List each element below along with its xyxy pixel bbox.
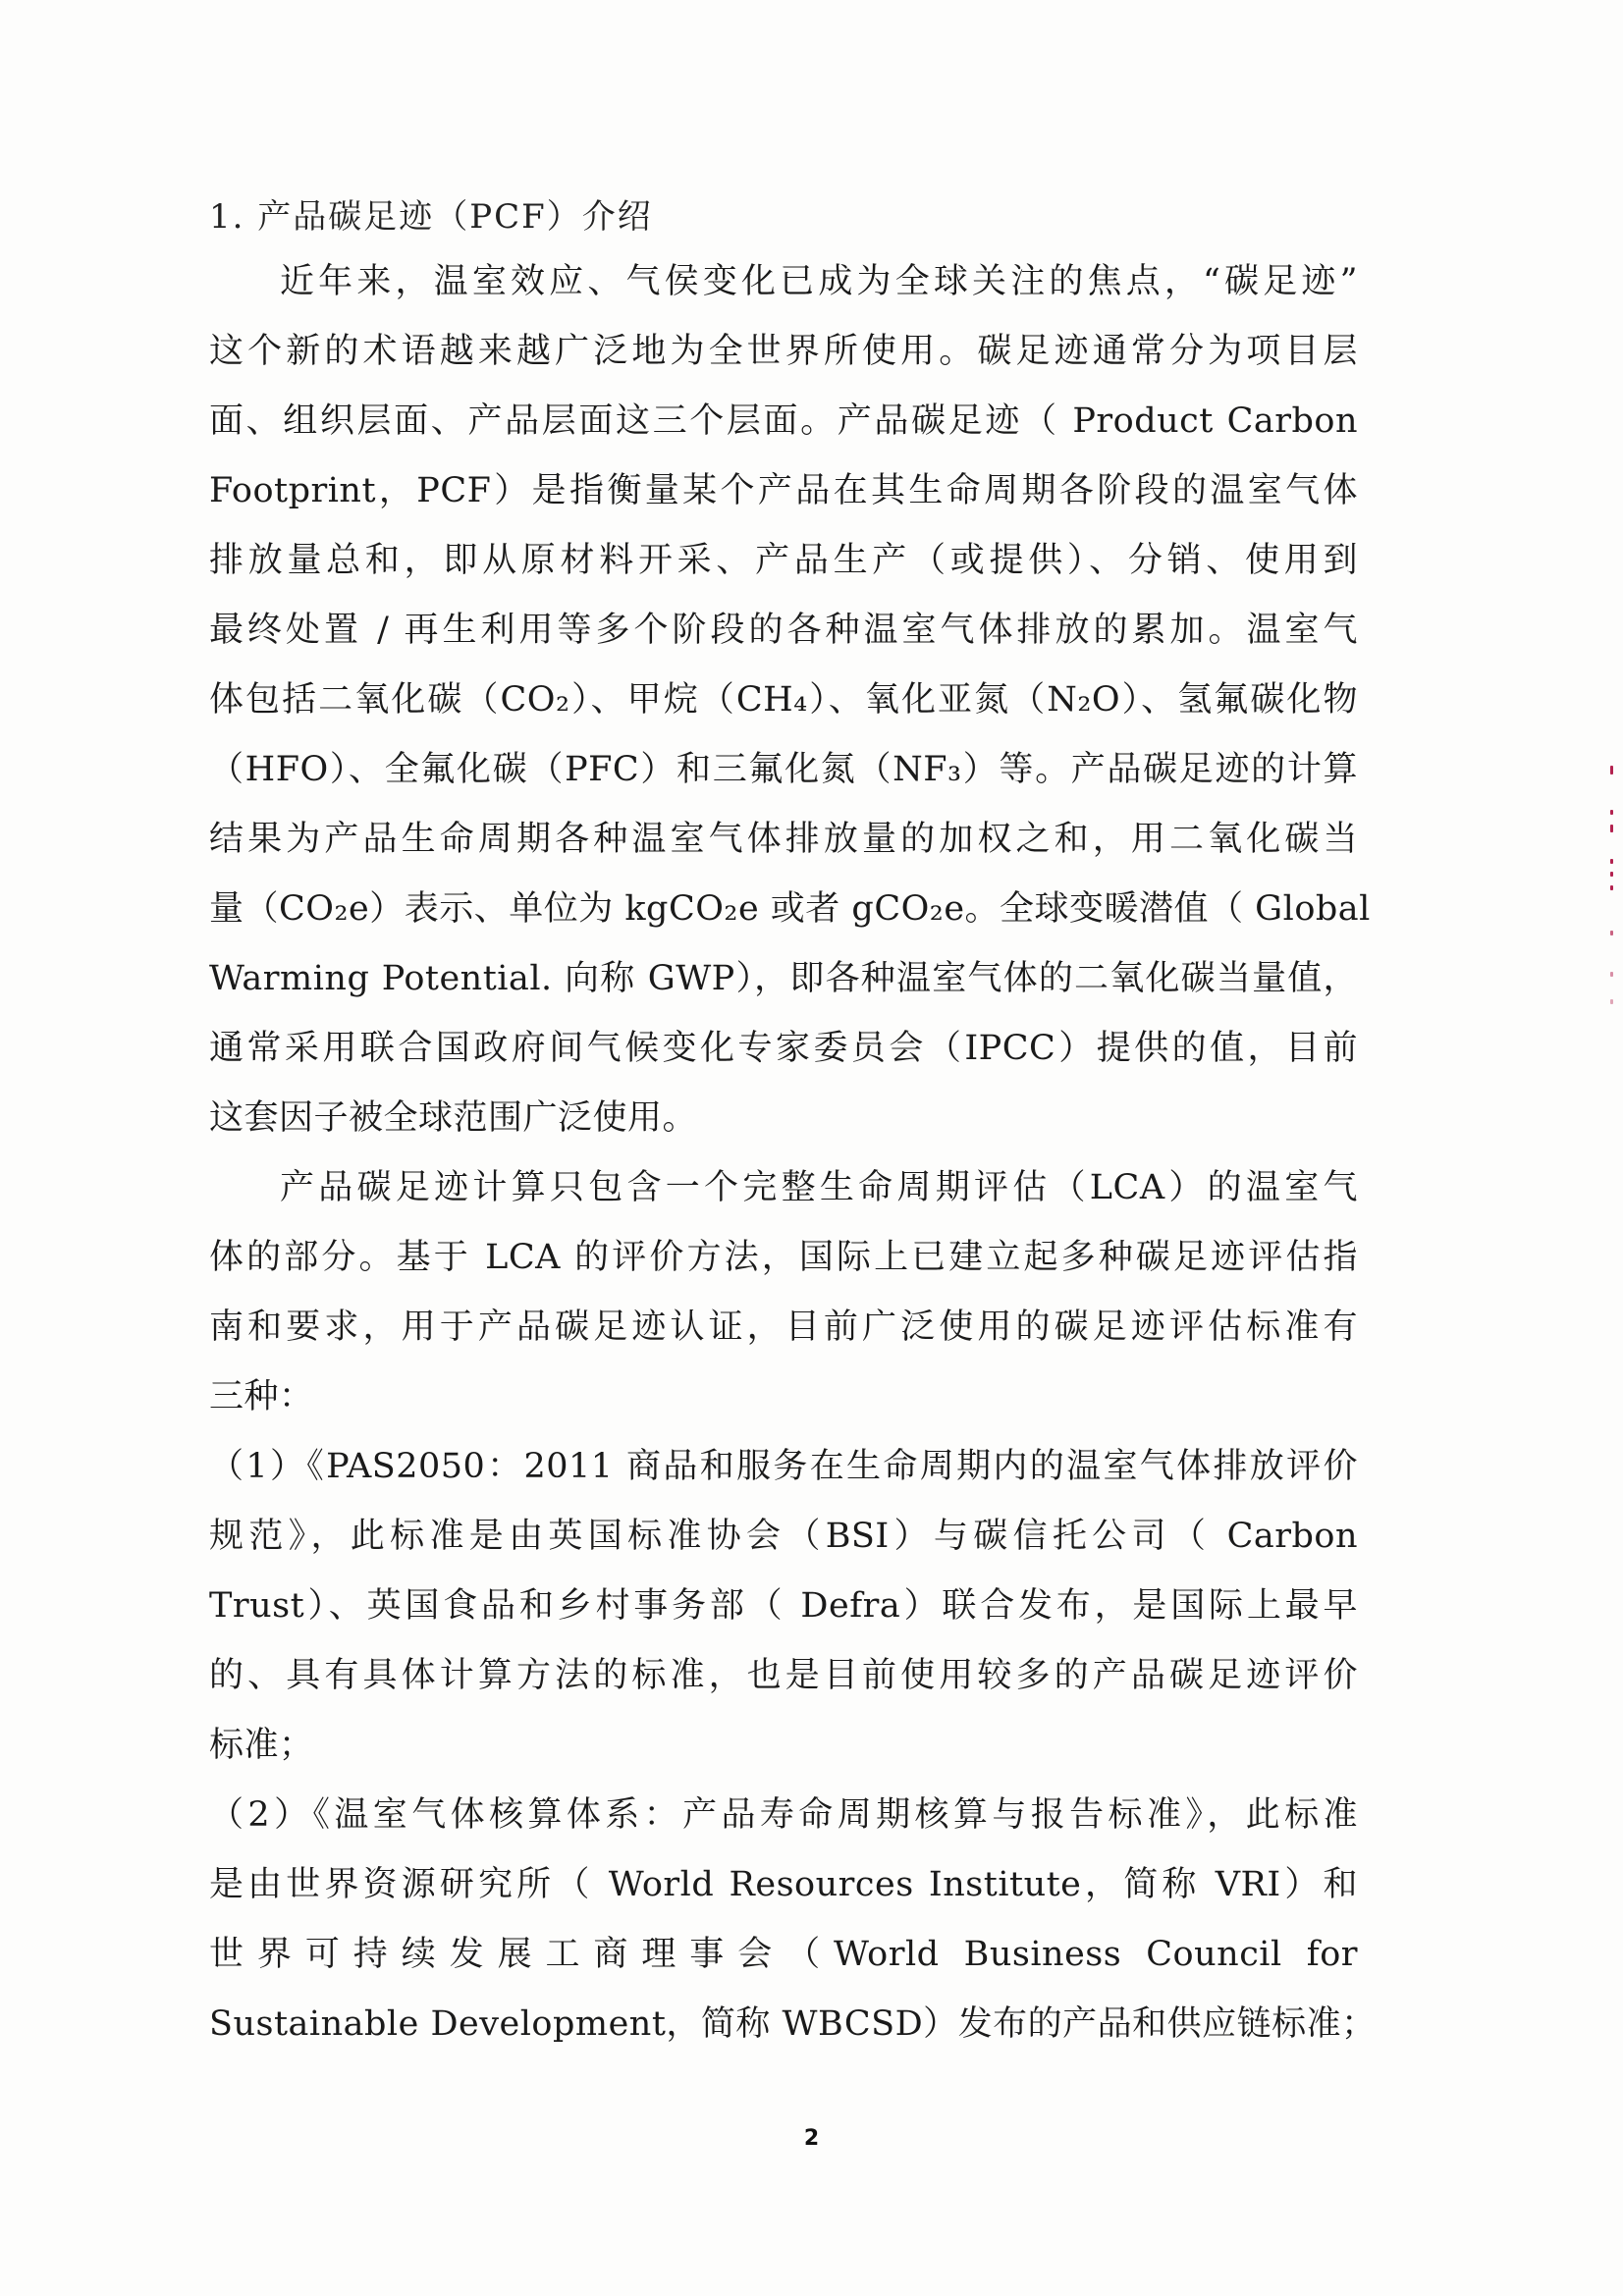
text-line: 产品碳足迹计算只包含一个完整生命周期评估（LCA）的温室气 <box>280 1168 1358 1207</box>
edge-mark <box>1610 931 1613 935</box>
text-line: （2）《温室气体核算体系：产品寿命周期核算与报告标准》，此标准 <box>209 1795 1358 1835</box>
text-line: 是由世界资源研究所（ World Resources Institute，简称 VRI）和 <box>209 1865 1358 1904</box>
document-body <box>209 187 1377 2059</box>
text-line: 近年来，温室效应、气侯变化已成为全球关注的焦点，“碳足迹” <box>280 262 1358 301</box>
edge-mark <box>1610 999 1613 1004</box>
edge-mark <box>1610 825 1613 832</box>
text-line: 这个新的术语越来越广泛地为全世界所使用。碳足迹通常分为项目层 <box>209 332 1358 371</box>
text-line: 面、组织层面、产品层面这三个层面。产品碳足迹（ Product Carbon <box>209 401 1358 441</box>
paragraph-lca-standards <box>209 1153 1358 1432</box>
list-item-ghg-protocol <box>209 1781 1377 2059</box>
text-line: 结果为产品生命周期各种温室气体排放量的加权之和，用二氧化碳当 <box>209 820 1358 859</box>
text-line: Footprint，PCF）是指衡量某个产品在其生命周期各阶段的温室气体 <box>209 471 1358 510</box>
paragraph-pcf-definition <box>209 247 1371 1153</box>
text-line: 体的部分。基于 LCA 的评价方法，国际上已建立起多种碳足迹评估指 <box>209 1238 1358 1277</box>
edge-mark <box>1610 885 1613 890</box>
text-line: （HFO）、全氟化碳（PFC）和三氟化氮（NF₃）等。产品碳足迹的计算 <box>209 750 1358 789</box>
text-line: 最终处置 / 再生利用等多个阶段的各种温室气体排放的累加。温室气 <box>209 611 1358 650</box>
text-line: Trust）、英国食品和乡村事务部（ Defra）联合发布，是国际上最早 <box>209 1586 1358 1626</box>
text-line: （1）《PAS2050：2011 商品和服务在生命周期内的温室气体排放评价 <box>209 1447 1358 1486</box>
text-line: 南和要求，用于产品碳足迹认证，目前广泛使用的碳足迹评估标准有 <box>209 1308 1358 1347</box>
list-item-pas2050 <box>209 1432 1358 1781</box>
section-heading: 1. 产品碳足迹（PCF）介绍 <box>209 197 653 237</box>
text-line: 标准； <box>209 1726 314 1765</box>
text-line: 通常采用联合国政府间气候变化专家委员会（IPCC）提供的值，目前 <box>209 1029 1358 1068</box>
text-line: 的、具有具体计算方法的标准，也是目前使用较多的产品碳足迹评价 <box>209 1656 1358 1695</box>
text-line: Warming Potential. 向称 GWP），即各种温室气体的二氧化碳当量值， <box>209 959 1358 998</box>
edge-mark <box>1610 766 1613 774</box>
text-line: 量（CO₂e）表示、单位为 kgCO₂e 或者 gCO₂e。全球变暖潜值（ Global <box>209 889 1371 929</box>
text-line: 规范》，此标准是由英国标准协会（BSI）与碳信托公司（ Carbon <box>209 1517 1358 1556</box>
text-line: 排放量总和，即从原材料开采、产品生产（或提供）、分销、使用到 <box>209 541 1358 580</box>
text-line: 体包括二氧化碳（CO₂）、甲烷（CH₄）、氧化亚氮（N₂O）、氢氟碳化物 <box>209 680 1358 720</box>
scan-edge-marks <box>1610 766 1614 1011</box>
edge-mark <box>1610 810 1613 815</box>
edge-mark <box>1610 859 1613 864</box>
text-line: Sustainable Development，简称 WBCSD）发布的产品和供应链标准； <box>209 2004 1377 2044</box>
text-line: 世界可持续发展工商理事会（World Business Council for <box>209 1935 1358 1974</box>
edge-mark <box>1610 872 1613 877</box>
text-line: 三种： <box>209 1377 314 1416</box>
edge-mark <box>1610 972 1613 977</box>
page-number: 2 <box>803 2126 820 2151</box>
text-line: 这套因子被全球范围广泛使用。 <box>209 1098 698 1138</box>
